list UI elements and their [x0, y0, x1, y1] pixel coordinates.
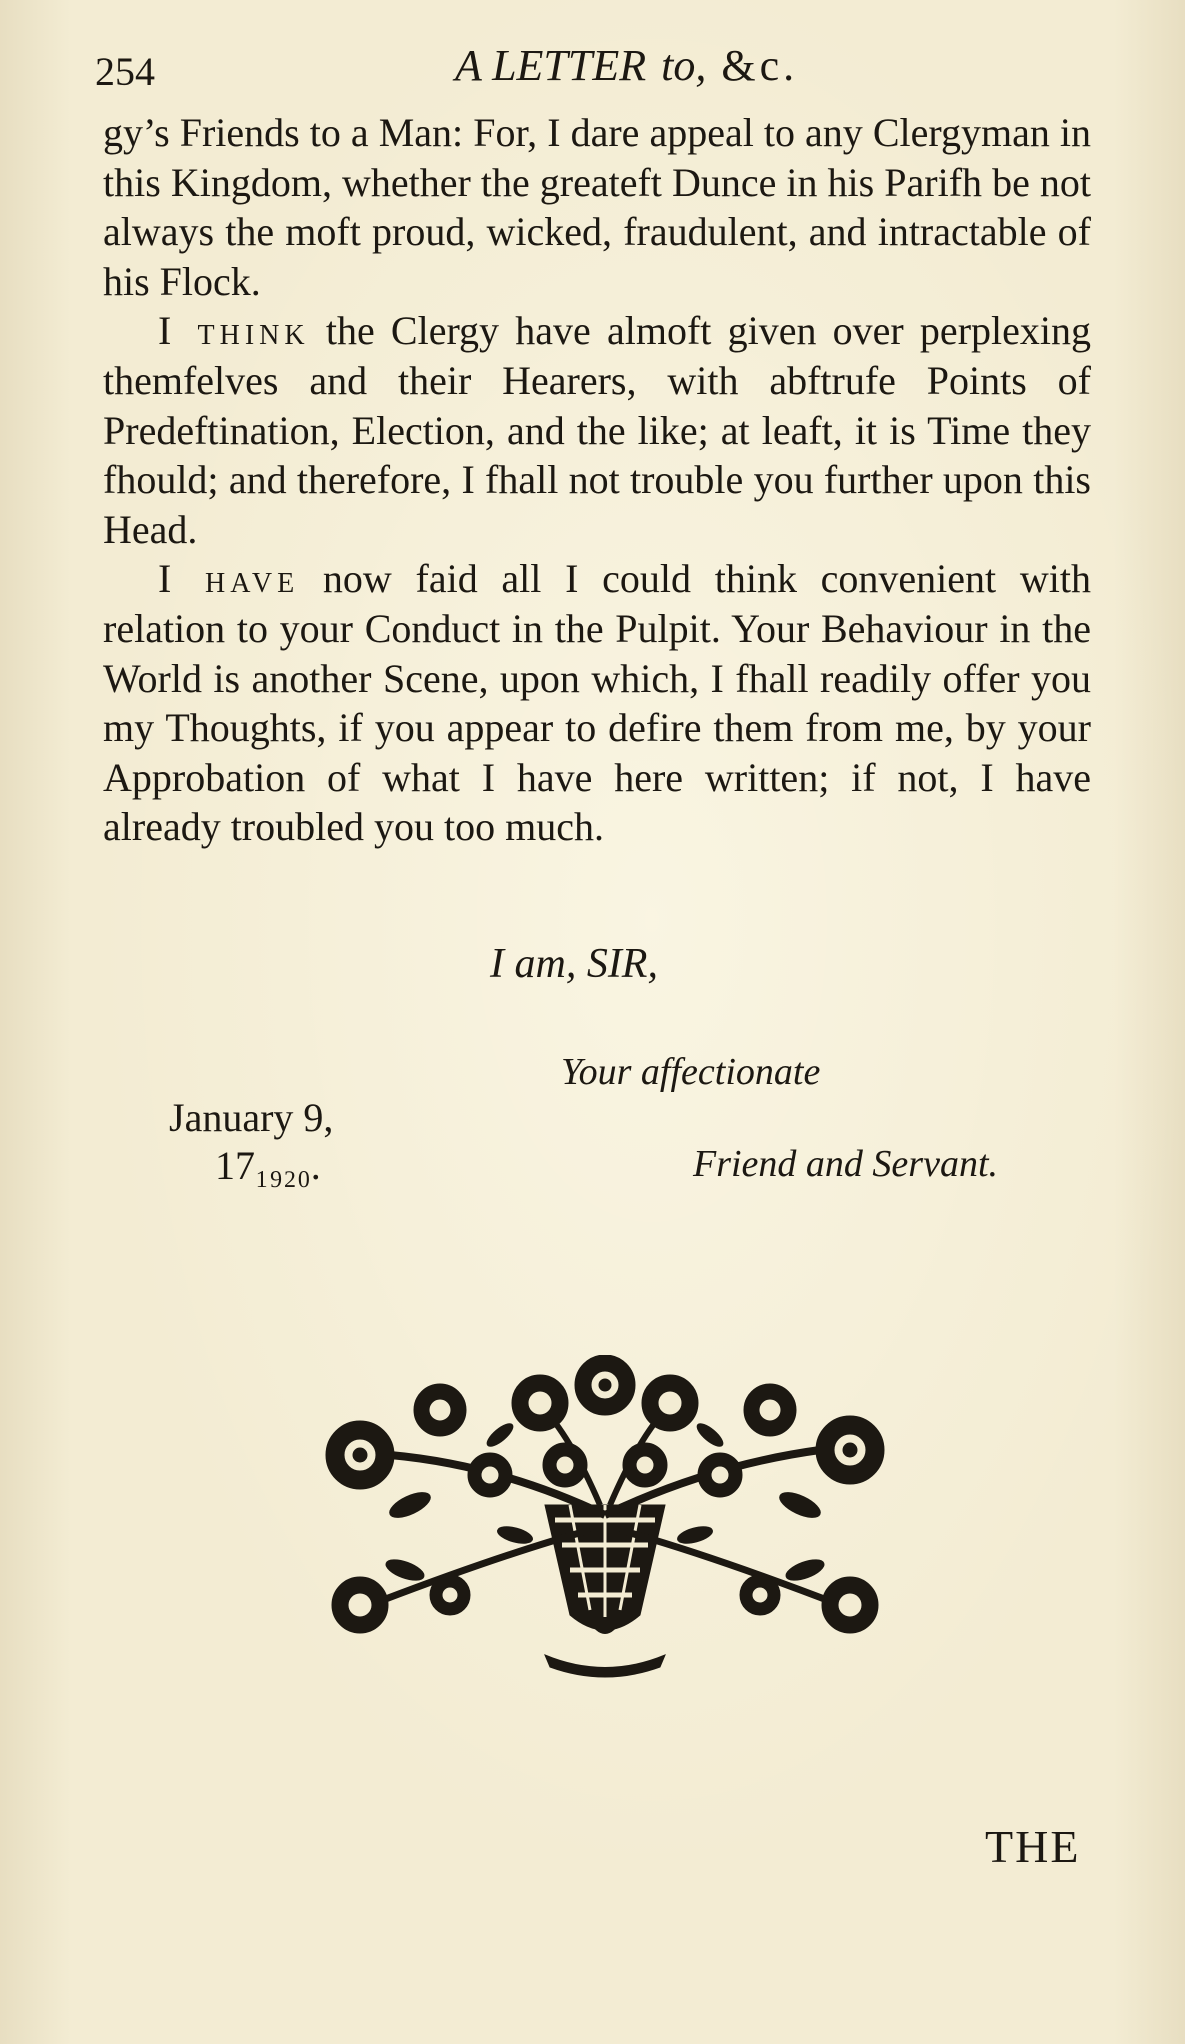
page-number: 254 [95, 49, 155, 94]
floral-basket-ornament-icon [300, 1355, 910, 1685]
paragraph-text: now faid all I could think convenient with relation to your Conduct in the Pulpit. Your Behaviour in the World is another Scene, upon which, I fhall readily offer you my Thoughts, if you appear to defire them from me, by your Approbation of what I have here written; if not, I have already troubled you too much. [103, 556, 1091, 850]
paragraph-lead: I think [158, 308, 310, 354]
paragraph-lead: I have [158, 556, 300, 602]
salutation: I am, SIR, [490, 941, 658, 987]
running-title-italic: to, [661, 41, 707, 90]
date-year: 17₁₉₂₀. [215, 1143, 321, 1188]
paragraph-text: the Clergy have almoft given over perplexing themfelves and their Hearers, with abftrufe Points of Predeftination, Election, and the like; at leaft, it is Time they fhould; and therefore, I fhall not trouble you further upon this Head. [103, 308, 1091, 552]
paragraph-continuation [103, 108, 1091, 306]
date-day: January 9, [169, 1095, 334, 1140]
closing-affectionate: Your affectionate [561, 1051, 821, 1093]
running-head [95, 30, 1085, 100]
letter-closing [103, 940, 1091, 1200]
paragraph [103, 306, 1091, 554]
running-title-end: &c. [721, 41, 799, 90]
closing-signature: Friend and Servant. [693, 1143, 999, 1185]
paragraph [103, 554, 1091, 852]
running-title-main: A LETTER [455, 41, 647, 90]
catchword: THE [985, 1821, 1081, 1872]
paragraph-text: gy’s Friends to a Man: For, I dare appeal to any Clergyman in this Kingdom, whether the greateft Dunce in his Parifh be not always the moft proud, wicked, fraudulent, and intractable of his Flock. [103, 110, 1091, 304]
running-title [455, 40, 798, 91]
body-text [103, 108, 1091, 852]
